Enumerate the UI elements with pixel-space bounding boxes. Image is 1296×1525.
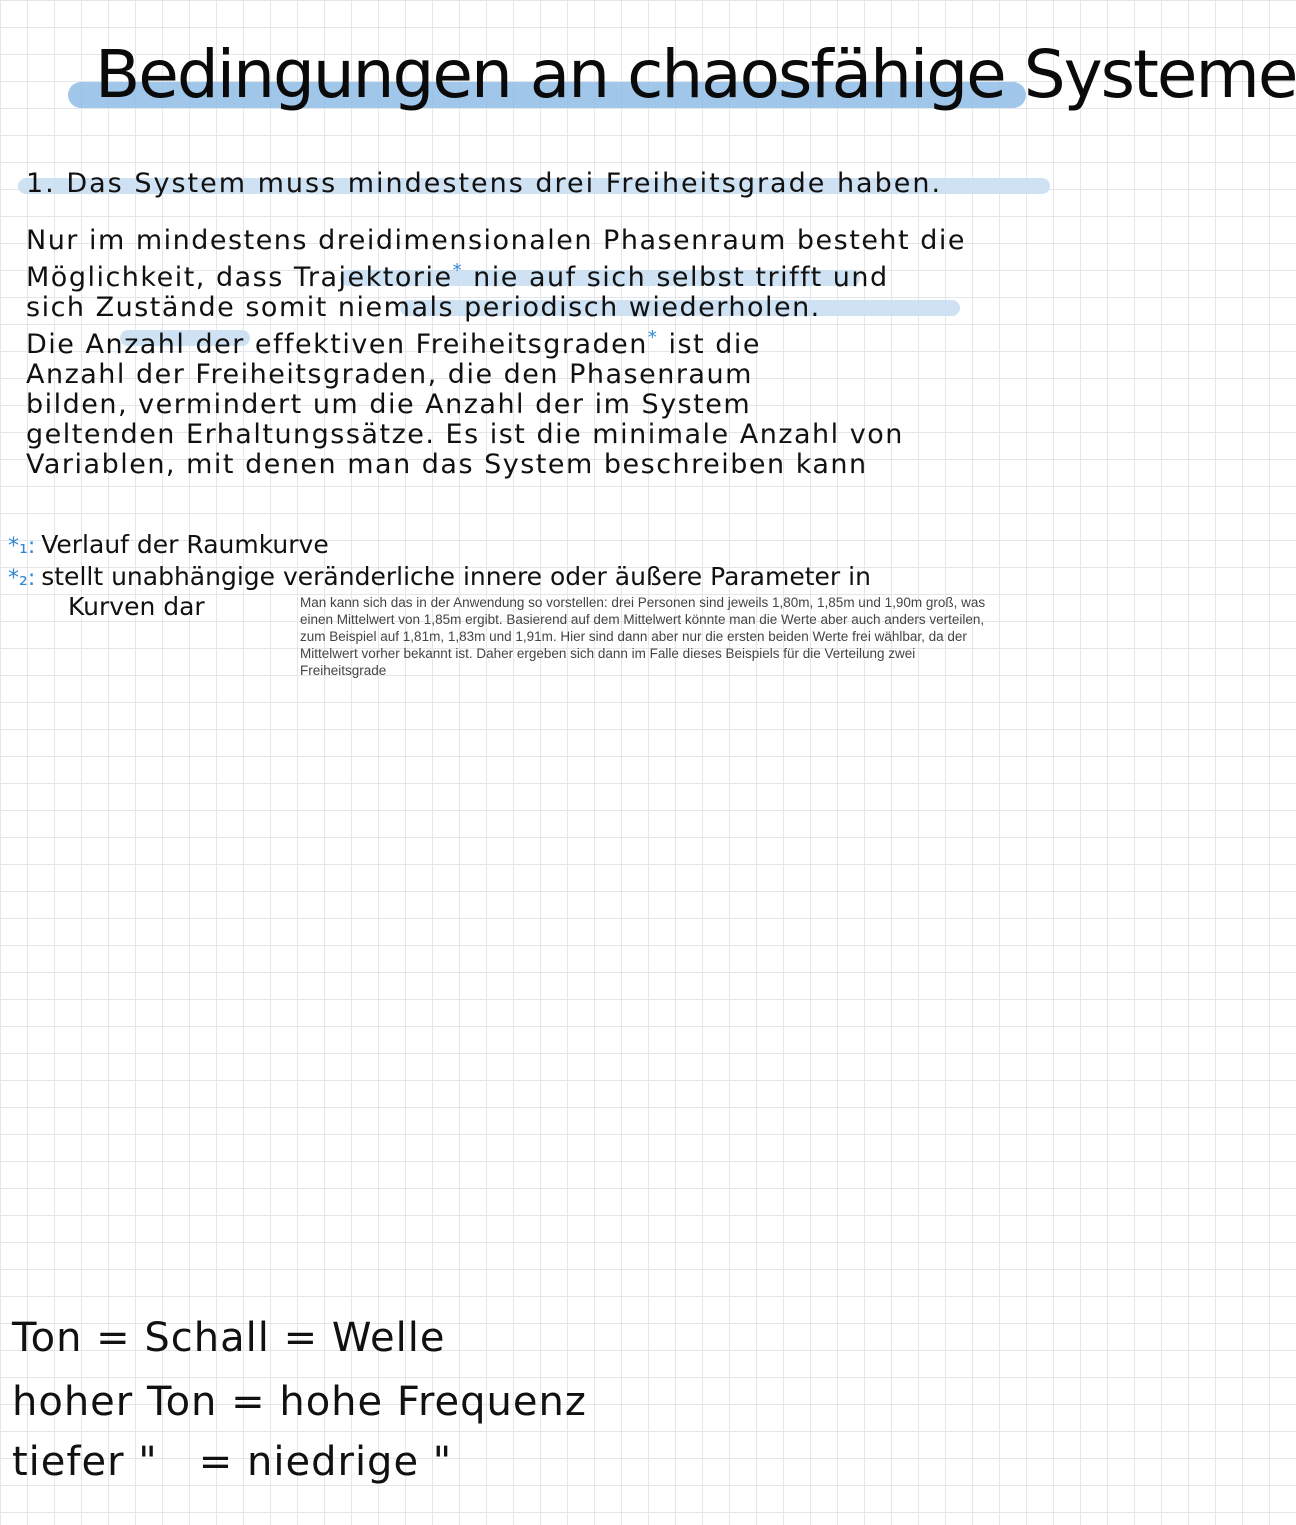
paragraph-line: bilden, vermindert um die Anzahl der im System	[26, 389, 752, 420]
footnote-1	[8, 530, 329, 562]
bottom-note-line: Ton = Schall = Welle	[12, 1315, 446, 1361]
paragraph-line	[26, 323, 1056, 360]
footnote-text: Kurven dar	[68, 592, 205, 621]
bottom-note-line: hoher Ton = hohe Frequenz	[12, 1379, 587, 1425]
footnote-ref-2: *	[647, 327, 659, 348]
paragraph-line: sich Zustände somit niemals periodisch wiederholen.	[26, 292, 821, 323]
footnote-text: stellt unabhängige veränderliche innere oder äußere Parameter in	[41, 562, 871, 591]
footnote-ref-1: *	[452, 260, 464, 281]
page-title: Bedingungen an chaosfähige Systeme	[95, 36, 1296, 113]
explanation-paragraph	[26, 226, 1056, 480]
condition-heading: 1. Das System muss mindestens drei Freiheitsgrade haben.	[26, 168, 943, 199]
asterisk-icon: *₂:	[8, 566, 36, 591]
paragraph-text: nie auf sich selbst trifft und	[463, 262, 889, 293]
footnote-2-cont	[68, 592, 205, 622]
paragraph-text: ist die	[658, 329, 761, 360]
paragraph-text: Möglichkeit, dass Trajektorie	[26, 262, 453, 293]
paragraph-line: geltenden Erhaltungssätze. Es ist die minimale Anzahl von	[26, 419, 904, 450]
bottom-note-line: tiefer " = niedrige "	[12, 1439, 453, 1485]
paragraph-line: Anzahl der Freiheitsgraden, die den Phasenraum	[26, 359, 753, 390]
paragraph-line: Variablen, mit denen man das System beschreiben kann	[26, 449, 868, 480]
typed-example-note: Man kann sich das in der Anwendung so vorstellen: drei Personen sind jeweils 1,80m, 1,85m und 1,90m groß, was einen Mittelwert von 1,85m ergibt. Basierend auf dem Mittelwert könnte man die Werte aber auch anders verteilen, zum Beispiel auf 1,81m, 1,83m und 1,91m. Hier sind dann aber nur die ersten beiden Werte frei wählbar, da der Mittelwert vorher bekannt ist. Daher ergeben sich dann im Falle dieses Beispiels für die Verteilung zwei Freiheitsgrade	[300, 595, 986, 678]
footnote-text: Verlauf der Raumkurve	[41, 530, 329, 559]
paragraph-text: Die Anzahl der effektiven Freiheitsgraden	[26, 329, 648, 360]
paragraph-line: Nur im mindestens dreidimensionalen Phasenraum besteht die	[26, 225, 966, 256]
footnote-2	[8, 562, 871, 594]
paragraph-line	[26, 256, 1056, 293]
asterisk-icon: *₁:	[8, 534, 36, 559]
